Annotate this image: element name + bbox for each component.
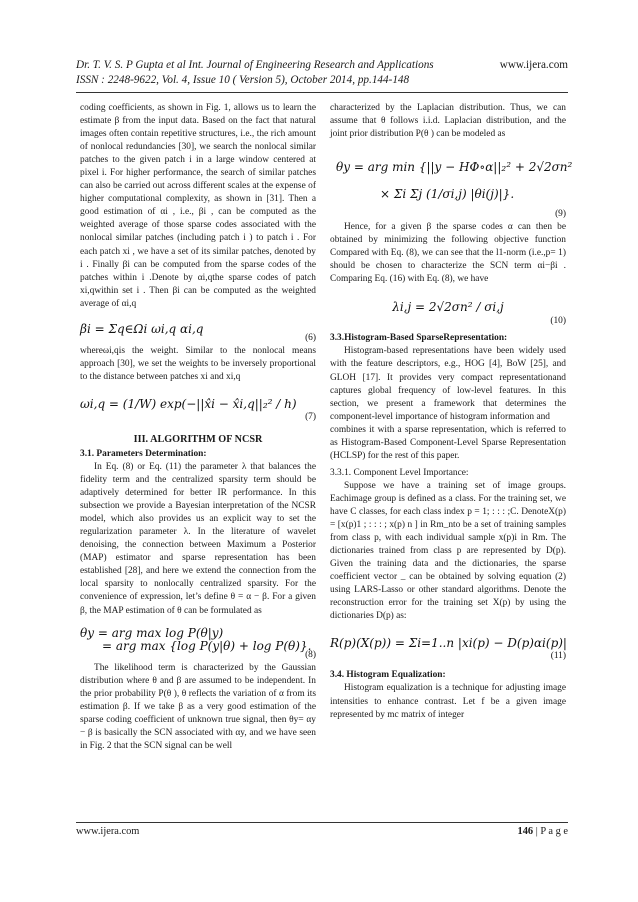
- equation-8: [80, 618, 316, 662]
- section-3-3-title: 3.3.Histogram-Based SparseRepresentation:: [330, 333, 508, 344]
- left-paragraph-1: coding coefficients, as shown in Fig. 1, allows us to learn the estimate β from the input data. Based on the fact that natural images often contain repetitive structures, i.e., the rich amount of nonlocal redundancies [30], we search the nonlocal similar patches to the given patch i in a large window centered at pixel i. For higher performance, the search of similar patches can also be carried out across different scales at the expense of higher computational complexity, as shown in [31]. Then a good estimation of αi , i.e., βi , can be computed as the weighted average of those sparse codes associated with the nonlocal similar patches (including patch i ) to patch i . For each patch xi , we have a set of its similar patches, denoted by i . Finally βi can be computed from the sparse codes of the patches within i .Denote by αi,qthe sparse codes of patch xi,qwithin set i . Then βi can be computed as the weighted average of αi,q: [80, 103, 316, 309]
- section-3-3-1-title: 3.3.1. Component Level Importance:: [330, 467, 469, 478]
- right-paragraph-1: characterized by the Laplacian distribution. Thus, we can assume that θ follows i.i.d. Laplacian distribution, and the joint prior distribution P(θ ) can be modeled as: [330, 103, 566, 140]
- section-3-1-title: 3.1. Parameters Determination:: [80, 448, 207, 459]
- page-header: [76, 58, 568, 88]
- equation-6: [80, 315, 316, 345]
- equation-9: [330, 141, 573, 221]
- page-footer: [76, 826, 568, 837]
- journal-line: Dr. T. V. S. P Gupta et al Int. Journal of Engineering Research and Applications: [76, 59, 434, 71]
- equation-10-number: (10): [550, 316, 566, 327]
- equation-7: [80, 386, 316, 424]
- section-3-title: III. ALGORITHM OF NCSR: [133, 433, 263, 445]
- issn-line: ISSN : 2248-9622, Vol. 4, Issue 10 ( Version 5), October 2014, pp.144-148: [76, 74, 410, 86]
- equation-9-number: (9): [555, 209, 566, 220]
- equation-7-number: (7): [305, 411, 316, 422]
- header-row-1: [76, 58, 568, 73]
- equation-8-number: (8): [305, 649, 316, 660]
- footer-divider: [76, 822, 568, 823]
- equation-9-line-2: × Σi Σj (1/σi,j) |θi(j)|}.: [380, 187, 515, 202]
- right-paragraph-3: Histogram-based representations have been widely used with the feature descriptors, e.g., HOG [4], BoW [25], and GLOH [17]. It provides very compact representationand captures global frequency of low-level features. In this section, we present a framework that determines the component-level importance of histogram information and: [330, 346, 566, 422]
- left-paragraph-4: The likelihood term is characterized by the Gaussian distribution where θ and β are assumed to be independent. In the prior probability P(θ ), θ reflects the variation of α from its estimation β. If we take β as a very good estimation of the sparse coding coefficient of unknown true signal, then θy= αy − β is basically the SCN associated with αy, and we have seen in Fig. 2 that the SCN signal can be well: [80, 662, 316, 751]
- header-url[interactable]: www.ijera.com: [499, 59, 568, 71]
- equation-8-line-1: θy = arg max log P(θ|y): [80, 625, 224, 640]
- right-paragraph-4: combines it with a sparse representation, which is referred to as Histogram-Based Component-Level Sparse Representation (HCLSP) for the rest of this paper.: [330, 424, 566, 461]
- page-word: | P a g e: [533, 826, 568, 837]
- equation-9-line-1: θy = arg min {||y − HΦ∘α||₂² + 2√2σn²: [336, 160, 573, 175]
- right-paragraph-5: Suppose we have a training set of image groups. Eachimage group is defined as a class. For the training set, we have C classes, for each class index p = 1; : : : ;C. DenoteX(p) = [x(p)1 ; : : : ; x(p) n ] in Rm_nto be a set of training samples from class p, with each individual sample x(p)i in Rm. The dictionaries trained from class p are represented by D(p). Given the training data and the dictionaries, the sparse coefficient vector _ can be obtained by solving equation (2) using LARS-Lasso or other standard algorithms. Denote the reconstruction error for the training set X(p) by using the dictionaries D(p) as:: [330, 480, 566, 622]
- equation-7-body: ωi,q = (1/W) exp(−||x̂i − x̂i,q||₂² / h): [80, 397, 297, 412]
- equation-11-body: R(p)(X(p)) = Σi=1..n |xi(p) − D(p)αi(p)|: [330, 635, 567, 650]
- right-paragraph-2: Hence, for a given β the sparse codes α can then be obtained by minimizing the following objective function Compared with Eq. (8), we can see that the l1-norm (i.e.,p= 1) should be chosen to characterize the SCN term αi−βi . Comparing Eq. (16) with Eq. (8), we have: [330, 222, 566, 285]
- page-number-value: 146: [517, 826, 534, 837]
- header-row-2: [76, 73, 568, 88]
- equation-8-line-2: = arg max {log P(y|θ) + log P(θ)}.: [102, 638, 312, 653]
- equation-6-number: (6): [305, 332, 316, 343]
- section-3-4-title: 3.4. Histogram Equalization:: [330, 670, 446, 681]
- equation-11: [330, 623, 566, 663]
- right-paragraph-6: Histogram equalization is a technique for adjusting image intensities to enhance contrast. Let f be a given image represented by mc matrix of integer: [330, 683, 566, 720]
- left-paragraph-3: In Eq. (8) or Eq. (11) the parameter λ that balances the fidelity term and the centralized sparsity term should be adaptively determined for better IR performance. In this subsection we provide a Bayesian interpretation of the NCSR model, which also provides us an explicit way to set the regularization parameter λ. In the literature of wavelet denoising, the connection between Maximum a Posterior (MAP) estimator and sparse representation has been established [28], and here we extend the connection from the local sparsity to nonlocally centralized sparsity. For the convenience of expression, let’s define θ = α − β. For a given β, the MAP estimation of θ can be formulated as: [80, 461, 316, 616]
- page-number: [518, 826, 568, 837]
- equation-11-number: (11): [550, 651, 566, 662]
- right-column: [330, 102, 573, 722]
- left-column: [80, 102, 316, 753]
- equation-6-body: βi = Σq∈Ωi ωi,q αi,q: [80, 322, 204, 337]
- footer-url[interactable]: www.ijera.com: [76, 826, 140, 837]
- equation-10: [330, 286, 566, 328]
- header-divider: [76, 92, 568, 93]
- equation-10-body: λi,j = 2√2σn² / σi,j: [392, 299, 504, 314]
- left-paragraph-2: whereωi,qis the weight. Similar to the nonlocal means approach [30], we set the weights to be inversely proportional to the distance between patches xi and xi,q: [80, 345, 316, 382]
